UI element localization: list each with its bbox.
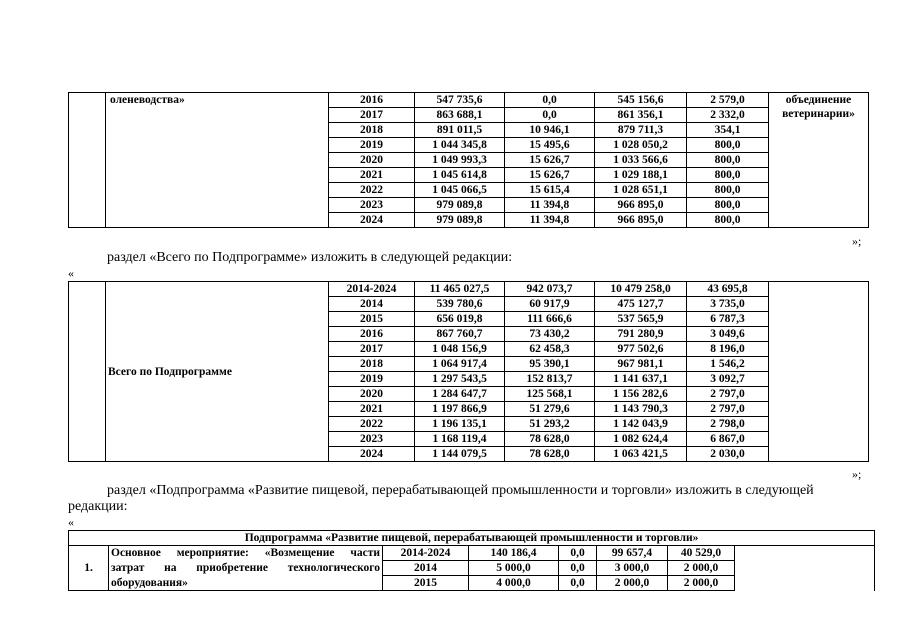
year-cell: 2014 (383, 561, 469, 576)
amount-cell: 2 579,0 (687, 93, 769, 108)
amount-cell: 1 044 345,8 (415, 138, 505, 153)
year-cell: 2014-2024 (383, 546, 469, 561)
amount-cell: 879 711,3 (595, 123, 687, 138)
amount-cell: 6 787,3 (687, 312, 769, 327)
amount-cell: 2 797,0 (687, 402, 769, 417)
amount-cell: 1 028 651,1 (595, 183, 687, 198)
amount-cell: 1 141 637,1 (595, 372, 687, 387)
amount-cell: 979 089,8 (415, 213, 505, 228)
open-quote: « (68, 266, 74, 280)
amount-cell: 545 156,6 (595, 93, 687, 108)
amount-cell: 6 867,0 (687, 432, 769, 447)
amount-cell: 537 565,9 (595, 312, 687, 327)
amount-cell: 4 000,0 (469, 576, 559, 591)
amount-cell: 0,0 (505, 93, 595, 108)
year-cell: 2024 (329, 447, 415, 462)
amount-cell: 2 000,0 (668, 561, 735, 576)
amount-cell: 1 082 624,4 (595, 432, 687, 447)
close-quote: »; (852, 467, 862, 481)
activity-name-cell: оленеводства» (106, 93, 329, 228)
close-quote: »; (852, 234, 862, 248)
amount-cell: 2 000,0 (597, 576, 668, 591)
amount-cell: 3 092,7 (687, 372, 769, 387)
amount-cell: 51 279,6 (505, 402, 595, 417)
amount-cell: 800,0 (687, 198, 769, 213)
amount-cell: 1 144 079,5 (415, 447, 505, 462)
amount-cell: 73 430,2 (505, 327, 595, 342)
subprogram-header: Подпрограмма «Развитие пищевой, перерабатывающей промышленности и торговли» (69, 531, 875, 546)
amount-cell: 1 156 282,6 (595, 387, 687, 402)
amount-cell: 43 695,8 (687, 282, 769, 297)
year-cell: 2014 (329, 297, 415, 312)
amount-cell: 863 688,1 (415, 108, 505, 123)
executor-cell (769, 282, 869, 462)
year-cell: 2019 (329, 372, 415, 387)
amount-cell: 11 394,8 (505, 213, 595, 228)
amount-cell: 5 000,0 (469, 561, 559, 576)
amount-cell: 1 048 156,9 (415, 342, 505, 357)
year-cell: 2015 (383, 576, 469, 591)
amount-cell: 1 029 188,1 (595, 168, 687, 183)
year-cell: 2024 (329, 213, 415, 228)
amount-cell: 1 063 421,5 (595, 447, 687, 462)
amount-cell: 10 946,1 (505, 123, 595, 138)
amount-cell: 1 196 135,1 (415, 417, 505, 432)
amount-cell: 861 356,1 (595, 108, 687, 123)
executor-line: ветеринарии» (782, 108, 855, 120)
year-cell: 2014-2024 (329, 282, 415, 297)
amount-cell: 3 000,0 (597, 561, 668, 576)
executor-line: объединение (785, 94, 852, 106)
year-cell: 2019 (329, 138, 415, 153)
row-number-cell (69, 282, 106, 462)
amount-cell: 966 895,0 (595, 198, 687, 213)
amount-cell: 15 626,7 (505, 153, 595, 168)
amount-cell: 800,0 (687, 153, 769, 168)
table-food-industry (68, 530, 875, 591)
amount-cell: 51 293,2 (505, 417, 595, 432)
amount-cell: 1 168 119,4 (415, 432, 505, 447)
row-number-cell: 1. (69, 546, 109, 591)
amount-cell: 2 332,0 (687, 108, 769, 123)
amount-cell: 1 142 043,9 (595, 417, 687, 432)
amount-cell: 111 666,6 (505, 312, 595, 327)
executor-cell (769, 93, 869, 228)
year-cell: 2020 (329, 153, 415, 168)
amount-cell: 99 657,4 (597, 546, 668, 561)
amount-cell: 977 502,6 (595, 342, 687, 357)
amount-cell: 78 628,0 (505, 447, 595, 462)
amount-cell: 3 049,6 (687, 327, 769, 342)
year-cell: 2016 (329, 93, 415, 108)
amount-cell: 2 798,0 (687, 417, 769, 432)
amount-cell: 2 797,0 (687, 387, 769, 402)
amount-cell: 791 280,9 (595, 327, 687, 342)
instruction-paragraph-1: раздел «Всего по Подпрограмме» изложить в следующей редакции: (107, 250, 513, 265)
amount-cell: 15 626,7 (505, 168, 595, 183)
amount-cell: 15 615,4 (505, 183, 595, 198)
amount-cell: 979 089,8 (415, 198, 505, 213)
amount-cell: 1 033 566,6 (595, 153, 687, 168)
amount-cell: 0,0 (505, 108, 595, 123)
table-header-row (69, 531, 875, 546)
amount-cell: 966 895,0 (595, 213, 687, 228)
year-cell: 2021 (329, 168, 415, 183)
amount-cell: 1 045 066,5 (415, 183, 505, 198)
year-cell: 2021 (329, 402, 415, 417)
amount-cell: 475 127,7 (595, 297, 687, 312)
activity-name-line: затрат на приобретение технологического (109, 561, 383, 576)
table-row (69, 561, 875, 576)
amount-cell: 140 186,4 (469, 546, 559, 561)
year-cell: 2017 (329, 108, 415, 123)
amount-cell: 967 981,1 (595, 357, 687, 372)
amount-cell: 800,0 (687, 213, 769, 228)
year-cell: 2017 (329, 342, 415, 357)
amount-cell: 1 297 543,5 (415, 372, 505, 387)
amount-cell: 95 390,1 (505, 357, 595, 372)
amount-cell: 800,0 (687, 168, 769, 183)
amount-cell: 78 628,0 (505, 432, 595, 447)
table-row (69, 93, 869, 108)
amount-cell: 942 073,7 (505, 282, 595, 297)
amount-cell: 1 546,2 (687, 357, 769, 372)
amount-cell: 539 780,6 (415, 297, 505, 312)
amount-cell: 1 064 917,4 (415, 357, 505, 372)
year-cell: 2018 (329, 357, 415, 372)
amount-cell: 2 000,0 (668, 576, 735, 591)
amount-cell: 11 394,8 (505, 198, 595, 213)
amount-cell: 1 284 647,7 (415, 387, 505, 402)
year-cell: 2015 (329, 312, 415, 327)
amount-cell: 152 813,7 (505, 372, 595, 387)
amount-cell: 547 735,6 (415, 93, 505, 108)
year-cell: 2022 (329, 183, 415, 198)
table-total-subprogram (68, 281, 869, 462)
instruction-paragraph-2-line-2: редакции: (68, 499, 128, 514)
amount-cell: 800,0 (687, 183, 769, 198)
open-quote: « (68, 515, 74, 529)
amount-cell: 867 760,7 (415, 327, 505, 342)
table-row (69, 282, 869, 297)
activity-name-line: Основное мероприятие: «Возмещение части (109, 546, 383, 561)
table-livestock (68, 92, 869, 228)
amount-cell: 0,0 (559, 546, 597, 561)
year-cell: 2016 (329, 327, 415, 342)
amount-cell: 0,0 (559, 576, 597, 591)
amount-cell: 891 011,5 (415, 123, 505, 138)
year-cell: 2018 (329, 123, 415, 138)
amount-cell: 15 495,6 (505, 138, 595, 153)
table-row (69, 576, 875, 591)
amount-cell: 1 045 614,8 (415, 168, 505, 183)
instruction-paragraph-2-line-1: раздел «Подпрограмма «Развитие пищевой, перерабатывающей промышленности и торговли» изложить в следующей (107, 483, 814, 498)
year-cell: 2023 (329, 432, 415, 447)
year-cell: 2023 (329, 198, 415, 213)
amount-cell: 2 030,0 (687, 447, 769, 462)
amount-cell: 1 143 790,3 (595, 402, 687, 417)
amount-cell: 125 568,1 (505, 387, 595, 402)
amount-cell: 8 196,0 (687, 342, 769, 357)
amount-cell: 1 049 993,3 (415, 153, 505, 168)
executor-cell (735, 561, 875, 576)
total-label-cell: Всего по Подпрограмме (106, 282, 329, 462)
amount-cell: 60 917,9 (505, 297, 595, 312)
amount-cell: 354,1 (687, 123, 769, 138)
amount-cell: 656 019,8 (415, 312, 505, 327)
amount-cell: 1 028 050,2 (595, 138, 687, 153)
executor-cell (735, 546, 875, 561)
year-cell: 2022 (329, 417, 415, 432)
year-cell: 2020 (329, 387, 415, 402)
amount-cell: 40 529,0 (668, 546, 735, 561)
amount-cell: 10 479 258,0 (595, 282, 687, 297)
amount-cell: 11 465 027,5 (415, 282, 505, 297)
executor-cell (735, 576, 875, 591)
amount-cell: 1 197 866,9 (415, 402, 505, 417)
amount-cell: 62 458,3 (505, 342, 595, 357)
amount-cell: 800,0 (687, 138, 769, 153)
row-number-cell (69, 93, 106, 228)
amount-cell: 0,0 (559, 561, 597, 576)
amount-cell: 3 735,0 (687, 297, 769, 312)
table-row (69, 546, 875, 561)
activity-name-line: оборудования» (109, 576, 383, 591)
